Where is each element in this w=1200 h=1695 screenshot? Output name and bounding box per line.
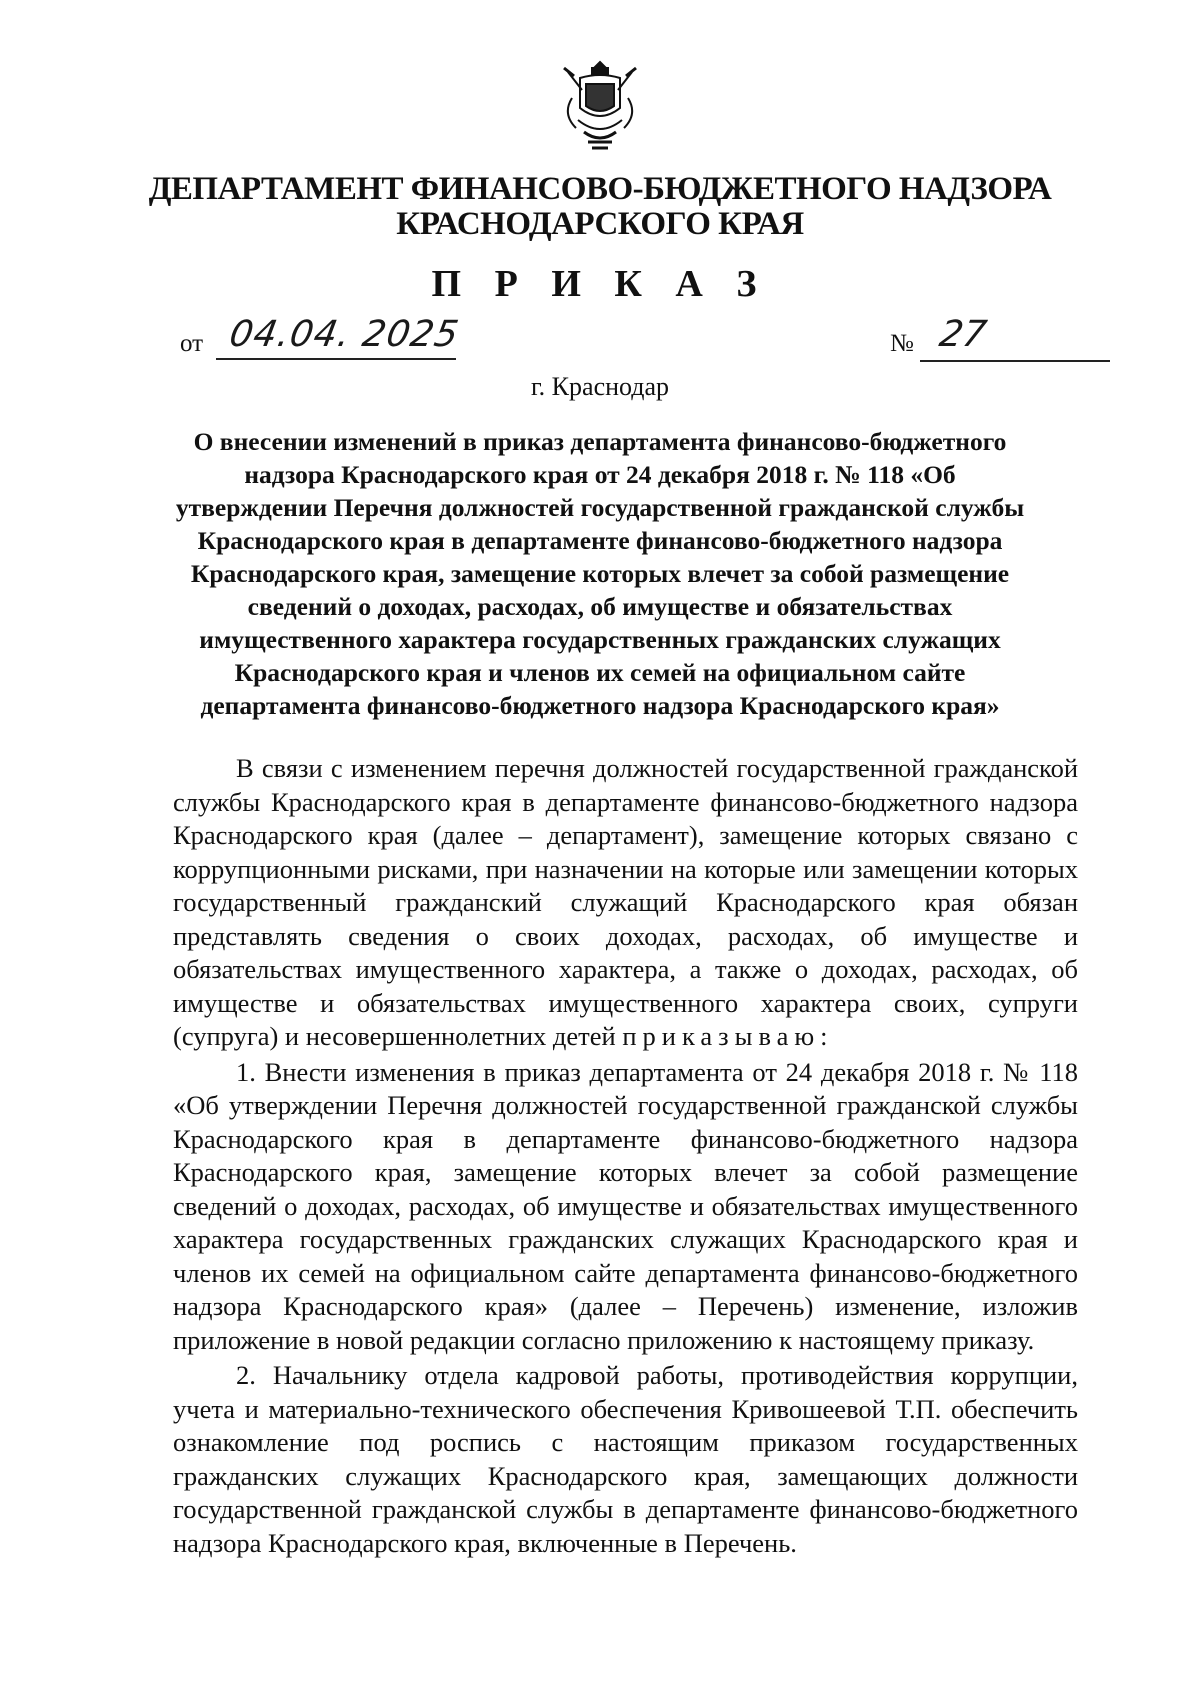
item-2-paragraph: 2. Начальнику отдела кадровой работы, противодействия коррупции, учета и материально-технического обеспечения Кривошеевой Т.П. обеспечить ознакомление под роспись с настоящим приказом государственных гражданских служащих Краснодарского края, замещающих должности государственной гражданской службы в департаменте финансово-бюджетного надзора Краснодарского края, включенные в Перечень. [173, 1360, 1078, 1558]
number-underline [920, 360, 1110, 362]
department-title-line1: ДЕПАРТАМЕНТ ФИНАНСОВО-БЮДЖЕТНОГО НАДЗОРА [148, 171, 1052, 207]
city: г. Краснодар [530, 372, 670, 401]
coat-of-arms-icon [558, 58, 642, 154]
order-word: приказываю: [622, 1021, 834, 1051]
preamble-paragraph [173, 752, 1078, 1054]
number-prefix: № [890, 330, 914, 357]
handwritten-date: 04.04. 2025 [226, 314, 463, 355]
order-subject: О внесении изменений в приказ департамента финансово-бюджетного надзора Краснодарского края от 24 декабря 2018 г. № 118 «Об утверждении Перечня должностей государственной гражданской службы Краснодарского края в департаменте финансово-бюджетного надзора Краснодарского края, замещение которых влечет за собой размещение сведений о доходах, расходах, об имуществе и обязательствах имущественного характера государственных гражданских служащих Краснодарского края и членов их семей на официальном сайте департамента финансово-бюджетного надзора Краснодарского края» [175, 427, 1025, 720]
date-number-row [180, 314, 1120, 368]
date-underline [216, 358, 456, 360]
handwritten-number: 27 [936, 314, 990, 355]
preamble-text: В связи с изменением перечня должностей государственной гражданской службы Краснодарского края в департаменте финансово-бюджетного надзора Краснодарского края (далее – департамент), замещение которых связано с коррупционными рисками, при назначении на которые или замещении которых государственный гражданский служащий Краснодарского края обязан представлять сведения о своих доходах, расходах, об имуществе и обязательствах имущественного характера, а также о доходах, расходах, об имуществе и обязательствах имущественного характера своих, супруги (супруга) и несовершеннолетних детей [173, 753, 1078, 1051]
item-1-paragraph: 1. Внести изменения в приказ департамента от 24 декабря 2018 г. № 118 «Об утверждении Перечня должностей государственной гражданской службы Краснодарского края в департаменте финансово-бюджетного надзора Краснодарского края, замещение которых влечет за собой размещение сведений о доходах, расходах, об имуществе и обязательствах имущественного характера государственных гражданских служащих Краснодарского края и членов их семей на официальном сайте департамента финансово-бюджетного надзора Краснодарского края» (далее – Перечень) изменение, изложив приложение в новой редакции согласно приложению к настоящему приказу. [173, 1056, 1078, 1355]
department-title-line2: КРАСНОДАРСКОГО КРАЯ [396, 206, 804, 242]
document-type: П Р И К А З [431, 263, 769, 305]
order-body [173, 752, 1078, 1560]
department-title [0, 172, 1200, 242]
date-prefix: от [180, 330, 204, 357]
